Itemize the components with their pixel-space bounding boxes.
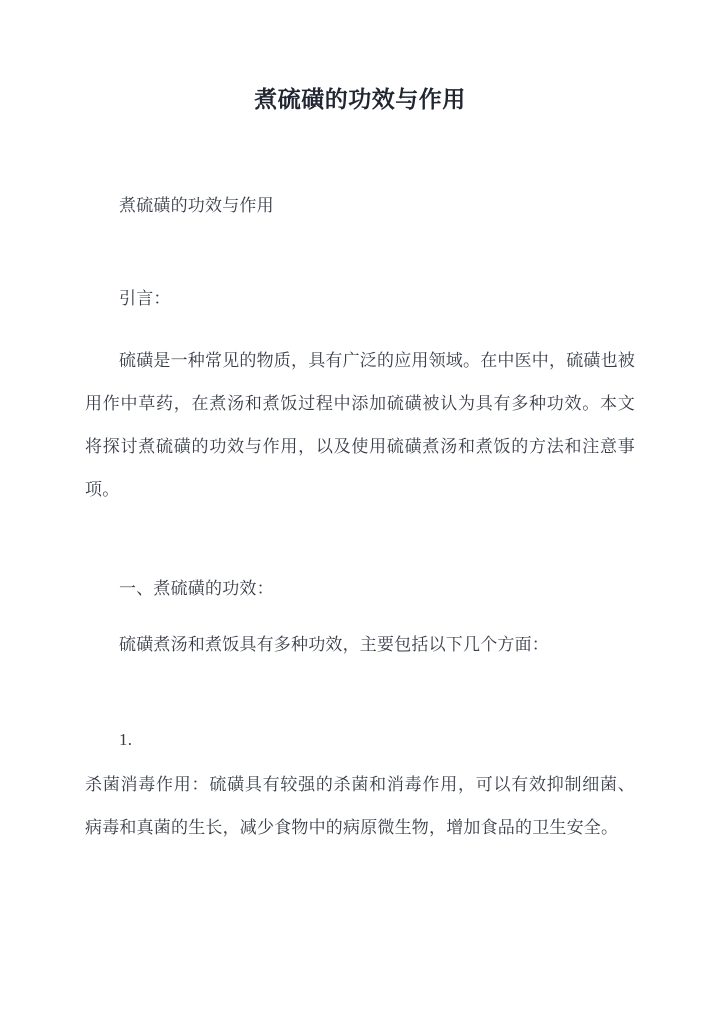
paragraph-subtitle: 煮硫磺的功效与作用 <box>119 196 274 215</box>
paragraph-intro-label: 引言： <box>119 289 171 308</box>
paragraph-section-lead: 硫磺煮汤和煮饭具有多种功效，主要包括以下几个方面： <box>119 635 549 654</box>
paragraph-list-number: 1. <box>119 730 133 749</box>
document-title: 煮硫磺的功效与作用 <box>254 87 466 112</box>
paragraph-list-item-1: 杀菌消毒作用：硫磺具有较强的杀菌和消毒作用，可以有效抑制细菌、病毒和真菌的生长，减少食物中的病原微生物，增加食品的卫生安全。 <box>85 775 635 837</box>
paragraph-introduction: 硫磺是一种常见的物质，具有广泛的应用领域。在中医中，硫磺也被用作中草药，在煮汤和煮饭过程中添加硫磺被认为具有多种功效。本文将探讨煮硫磺的功效与作用，以及使用硫磺煮汤和煮饭的方法和注意事项。 <box>85 351 635 499</box>
paragraph-section-heading: 一、煮硫磺的功效： <box>119 579 274 598</box>
